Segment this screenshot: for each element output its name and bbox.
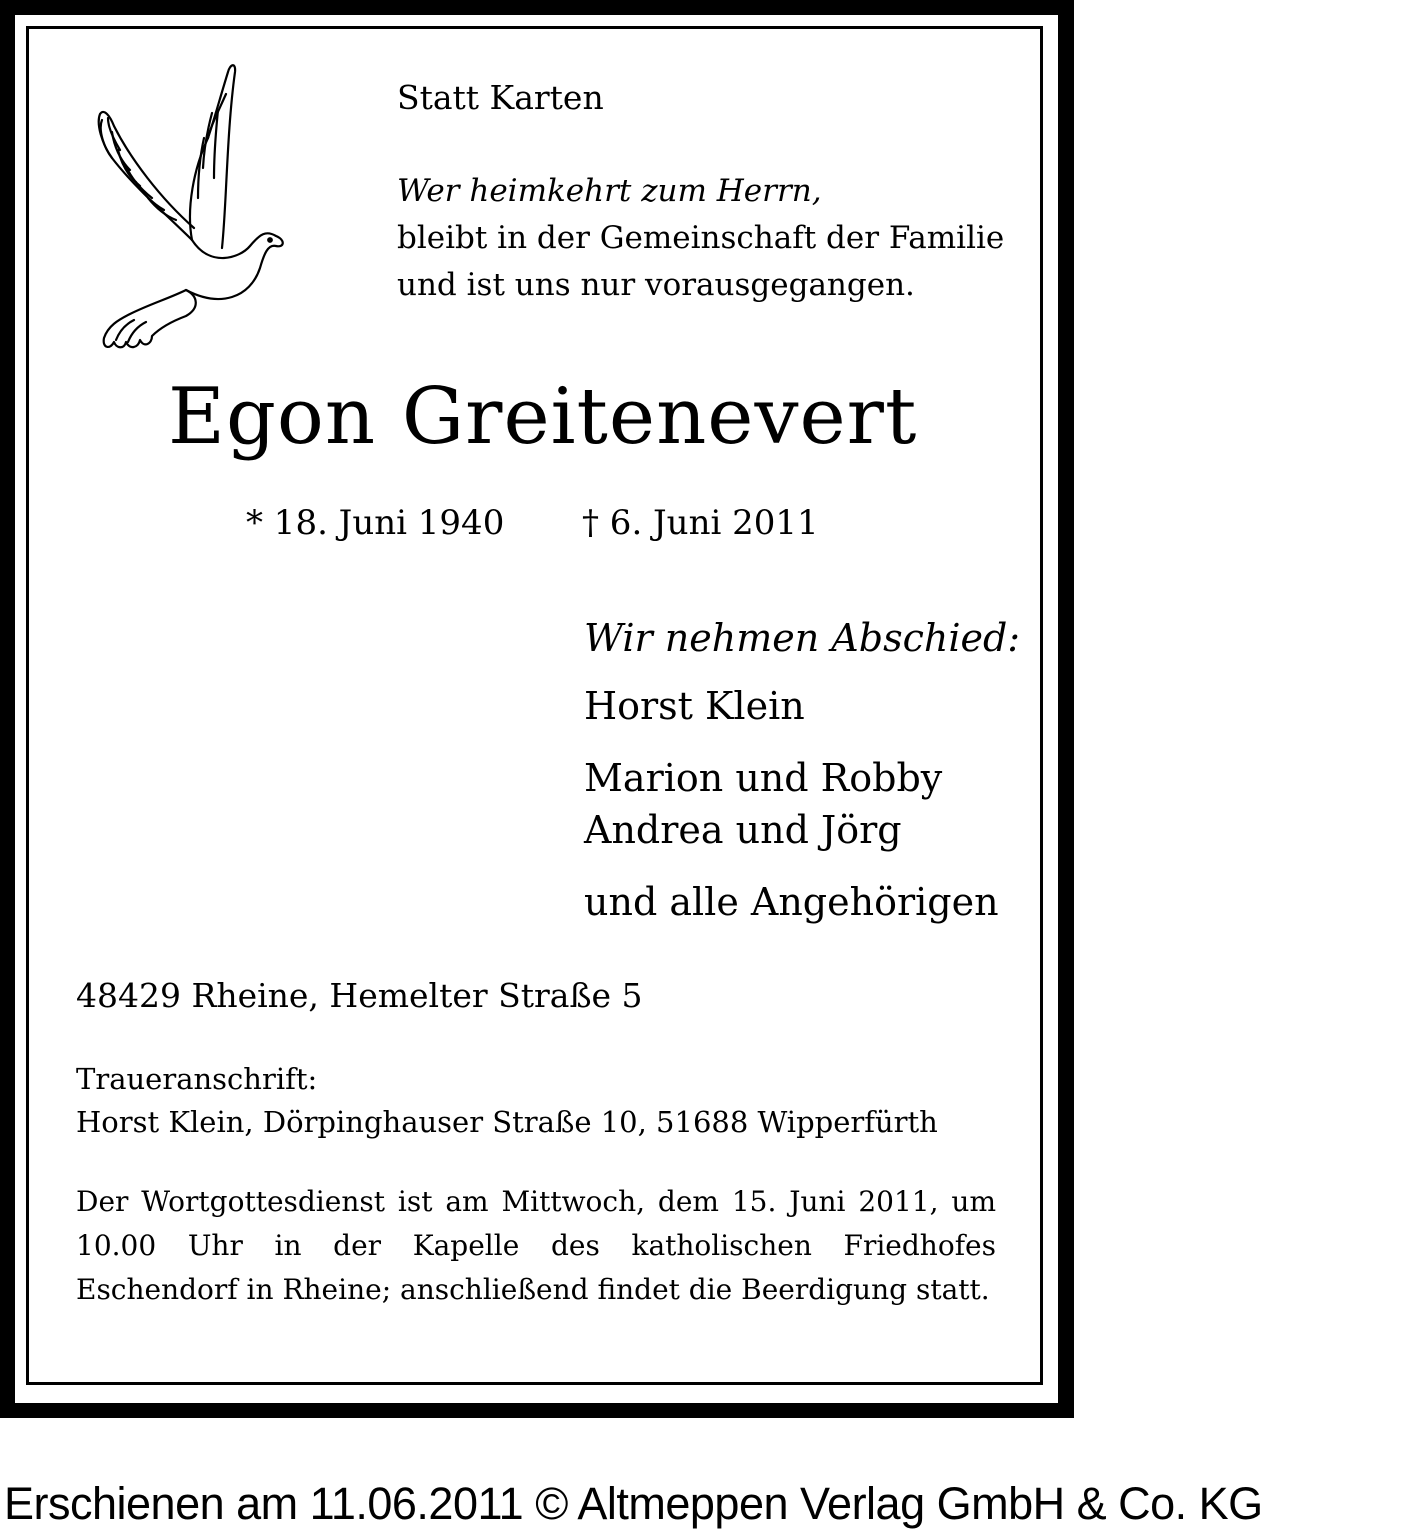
death-date: † 6. Juni 2011 <box>582 503 819 543</box>
condolence-label: Traueranschrift: <box>76 1062 318 1096</box>
verse-line: bleibt in der Gemeinschaft der Familie <box>397 220 1005 256</box>
home-address: 48429 Rheine, Hemelter Straße 5 <box>76 976 643 1015</box>
mourner: Andrea und Jörg <box>584 808 902 852</box>
notice-header: Statt Karten <box>397 78 604 117</box>
farewell-intro: Wir nehmen Abschied: <box>584 616 1021 660</box>
condolence-address: Horst Klein, Dörpinghauser Straße 10, 51688 Wipperfürth <box>76 1105 938 1139</box>
dove-icon <box>90 58 290 358</box>
service-text: Der Wortgottesdienst ist am Mittwoch, dem 15. Juni 2011, um 10.00 Uhr in der Kapelle des katholischen Friedhofes Eschendorf in Rheine; anschließend findet die Beerdigung statt. <box>76 1185 996 1306</box>
verse-line: Wer heimkehrt zum Herrn, <box>397 173 822 209</box>
verse-line: und ist uns nur vorausgegangen. <box>397 267 915 303</box>
condolence-block <box>76 1058 938 1144</box>
mourner: und alle Angehörigen <box>584 880 999 924</box>
mourner: Marion und Robby <box>584 756 943 800</box>
publication-footer: Erschienen am 11.06.2011 © Altmeppen Verlag GmbH & Co. KG <box>4 1478 1263 1529</box>
birth-date: * 18. Juni 1940 <box>246 503 505 543</box>
verse <box>397 168 1004 309</box>
mourner: Horst Klein <box>584 684 805 728</box>
deceased-name: Egon Greitenevert <box>168 372 918 462</box>
